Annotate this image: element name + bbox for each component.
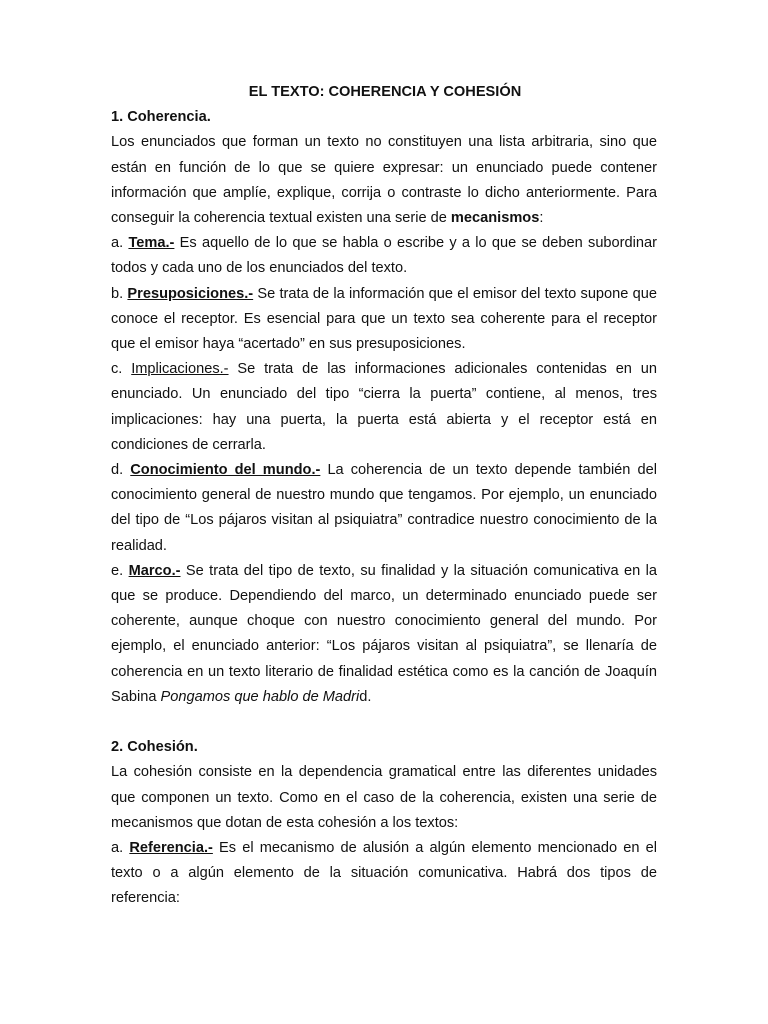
- paragraph-spacer: [111, 710, 657, 735]
- list-item-text: Es el mecanismo de alusión a algún elemento mencionado en el texto o a algún elemento de la situación comunicativa. Habrá dos tipos de referencia:: [111, 840, 657, 907]
- list-item-letter: b.: [111, 285, 128, 302]
- list-item-referencia: [111, 836, 657, 912]
- term-referencia: Referencia.-: [129, 840, 213, 857]
- list-item-text: La coherencia de un texto depende también del conocimiento general de nuestro mundo que tengamos. Por ejemplo, un enunciado del tipo de “Los pájaros visitan al psiquiatra” contradice nuestro conocimiento de la realidad.: [111, 462, 657, 554]
- section1-intro-text: Los enunciados que forman un texto no constituyen una lista arbitraria, sino que están en función de lo que se quiere expresar: un enunciado puede contener información que amplíe, explique, corrija o contraste lo dicho anteriormente. Para conseguir la coherencia textual existen una serie de: [111, 134, 657, 227]
- list-item-text-end: d.: [359, 688, 372, 705]
- list-item-letter: a.: [111, 840, 130, 857]
- list-item-text: Se trata del tipo de texto, su finalidad y la situación comunicativa en la que se produce. Dependiendo del marco, un determinado enunciado puede ser coherente, aunque choque con nuestro conocimiento general del mundo. Por ejemplo, el enunciado anterior: “Los pájaros visitan al psiquiatra”, se llenaría de coherencia en un texto literario de finalidad estética como es la canción de Joaquín Sabina: [111, 562, 657, 705]
- list-item-text: Se trata de las informaciones adicionales contenidas en un enunciado. Un enunciado del tipo “cierra la puerta” contiene, al menos, tres implicaciones: hay una puerta, la puerta está abierta y el receptor está en condiciones de cerrarla.: [111, 361, 657, 453]
- section-heading-cohesion: 2. Cohesión.: [111, 739, 198, 756]
- list-item-conocimiento: [111, 458, 657, 559]
- section-heading-coherencia: 1. Coherencia.: [111, 109, 211, 126]
- list-item-implicaciones: [111, 357, 657, 458]
- list-item-text: Se trata de la información que el emisor del texto supone que conoce el receptor. Es esencial para que un texto sea coherente para el receptor que el emisor haya “acertado” en sus presuposiciones.: [111, 285, 657, 353]
- list-item-letter: a.: [111, 235, 129, 252]
- song-title-italic: Pongamos que hablo de Madri: [160, 688, 360, 705]
- section1-intro-paragraph: [111, 130, 657, 231]
- list-item-marco: [111, 559, 657, 710]
- list-item-text: Es aquello de lo que se habla o escribe y a lo que se deben subordinar todos y cada uno de los enunciados del texto.: [111, 235, 657, 277]
- term-conocimiento-del-mundo: Conocimiento del mundo.-: [130, 462, 321, 479]
- list-item-letter: c.: [111, 361, 132, 378]
- term-presuposiciones: Presuposiciones.-: [127, 285, 254, 302]
- document-title: EL TEXTO: COHERENCIA Y COHESIÓN: [248, 84, 522, 100]
- document-page: [111, 80, 657, 912]
- list-item-letter: e.: [111, 562, 129, 579]
- term-tema: Tema.-: [128, 235, 175, 252]
- list-item-tema: [111, 231, 657, 281]
- section1-intro-end: :: [539, 210, 544, 227]
- section1-intro-bold: mecanismos: [450, 210, 540, 227]
- term-implicaciones: Implicaciones.-: [131, 361, 229, 378]
- term-marco: Marco.-: [128, 562, 181, 579]
- list-item-letter: d.: [111, 462, 131, 479]
- section2-intro-paragraph: La cohesión consiste en la dependencia gramatical entre las diferentes unidades que componen un texto. Como en el caso de la coherencia, existen una serie de mecanismos que dotan de esta cohesión a los textos:: [111, 764, 657, 831]
- list-item-presuposiciones: [111, 282, 657, 358]
